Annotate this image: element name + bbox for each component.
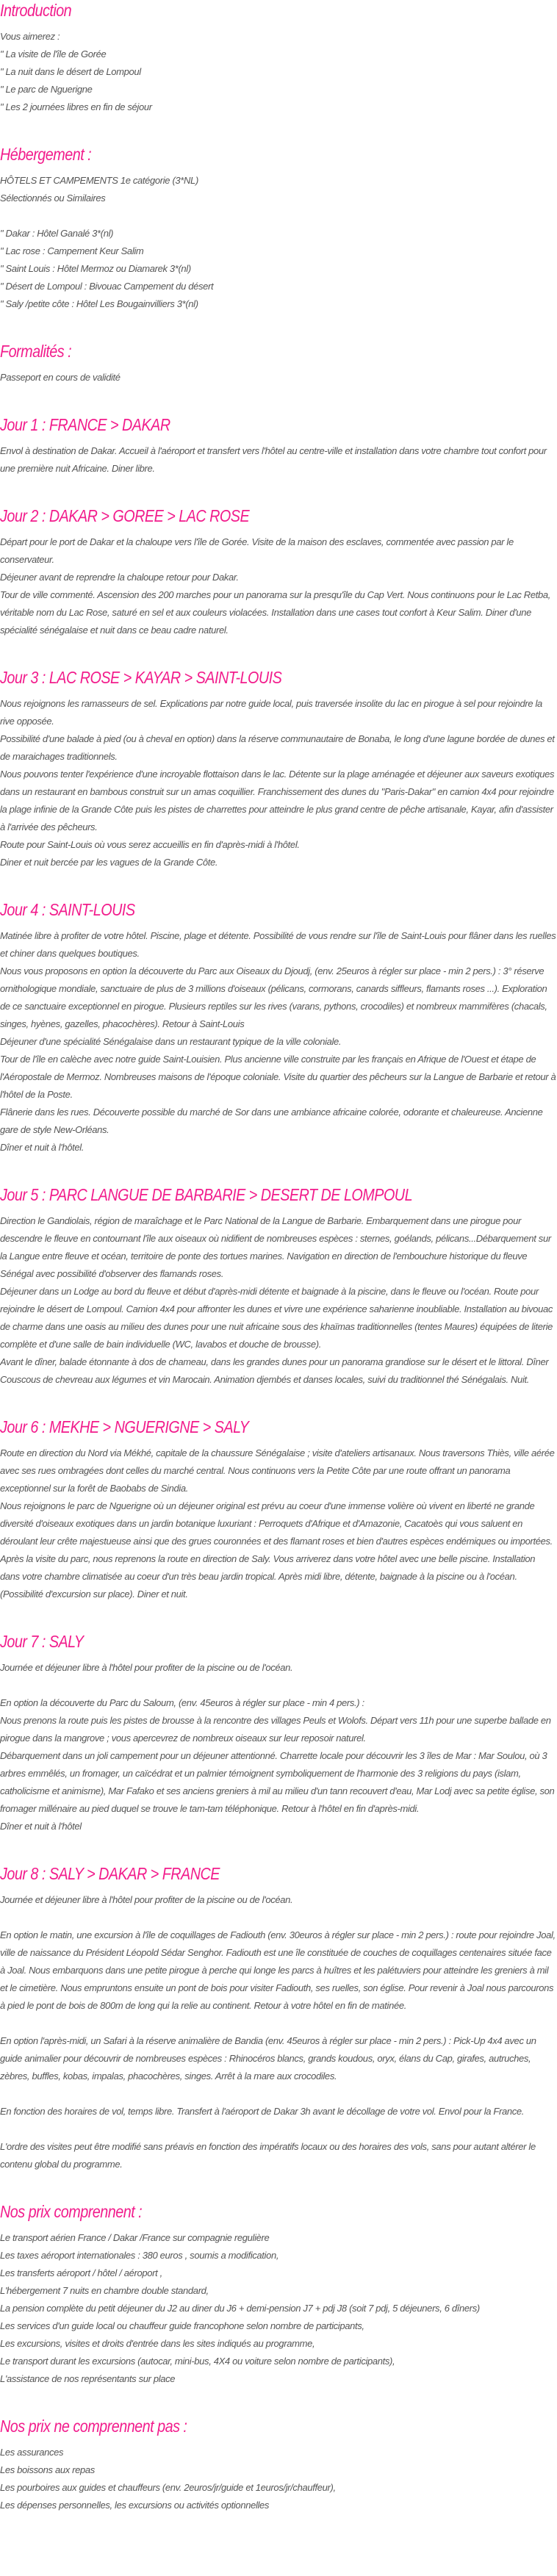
day-paragraph: Déjeuner d'une spécialité Sénégalaise dans un restaurant typique de la ville coloniale. [0,1036,342,1047]
spacer [0,1677,557,1694]
section-title-prix-comprennent: Nos prix comprennent : [0,2202,143,2221]
day-7-section [0,1631,557,1835]
included-list [0,2229,557,2388]
day-paragraph: Envol à destination de Dakar. Accueil à l'aéroport et transfert vers l'hôtel au centre-ville et installation dans votre chambre tout confort pour une première nuit Africaine. Diner libre. [0,445,547,474]
day-3-section [0,667,557,871]
day-paragraph: Nous rejoignons les ramasseurs de sel. Explications par notre guide local, puis traversée insolite du lac en pirogue à sel pour rejoindre la rive opposée. [0,698,542,727]
hotel-item: " Saint Louis : Hôtel Mermoz ou Diamarek 3*(nl) [0,263,191,274]
day-paragraph: Nous pouvons tenter l'expérience d'une incroyable flottaison dans le lac. Détente sur la plage aménagée et déjeuner aux saveurs exotiques dans un restaurant en bambous construit sur un amas coquillier. Franchissement des dunes du "Paris-Dakar" en camion 4x4 pour rejoindre la plage infinie de la Grande Côte puis les pistes de charrettes pour atteindre le plus grand centre de pêche artisanale, Kayar, afin d'assister à l'arrivée des pêcheurs. [0,769,555,832]
day-paragraph: Nous rejoignons le parc de Nguerigne où un déjeuner original est prévu au coeur d'une immense volière où vivent en liberté ne grande diversité d'oiseaux exotiques dans un jardin botanique luxuriant : Perroquets d'Afrique et d'Amazonie, Cacatoès qui vous saluent en déroulant leur crête majestueuse ainsi que des grues couronnées et des flamant roses et bien d'autres espèces endémiques ou importées. [0,1500,553,1547]
included-item: Les excursions, visites et droits d'entrée dans les sites indiqués au programme, [0,2338,315,2349]
excluded-item: Les assurances [0,2447,64,2458]
day-title: Jour 6 : MEKHE > NGUERIGNE > SALY [0,1417,249,1436]
day-paragraph: Nous vous proposons en option la découverte du Parc aux Oiseaux du Djoudj, (env. 25euros à régler sur place - min 2 pers.) : 3° réserve ornithologique mondiale, sanctuaire de plus de 3 millions d'oiseaux (pélicans, cormorans, canards siffleurs, flamants roses ...). Exploration de ce sanctuaire exceptionnel en pirogue. Plusieurs reptiles sur les rives (varans, pythons, crocodiles) et nombreux mammifères (chacals, singes, hyènes, gazelles, phacochères). Retour à Saint-Louis [0,965,547,1029]
day-title: Jour 3 : LAC ROSE > KAYAR > SAINT-LOUIS [0,668,282,687]
included-item: Les services d'un guide local ou chauffeur guide francophone selon nombre de participants, [0,2320,364,2331]
day-paragraph: Dîner et nuit à l'hôtel [0,1821,82,1832]
day-paragraph: Débarquement dans un joli campement pour un déjeuner attentionné. Charrette locale pour découvrir les 3 îles de Mar : Mar Soulou, où 3 arbres emmêlés, un fromager, un caïcédrat et un palmier témoignent symboliquement de l'harmonie des 3 religions du pays (islam, catholicisme et animisme), Mar Fafako et ses anciens greniers à mil au milieu d'un tann recouvert d'eau, Mar Lodj avec sa petite église, son fromager millénaire au pied duquel se trouve le tam-tam téléphonique. Retour à l'hôtel en fin d'après-midi. [0,1750,555,1814]
day-paragraph: En fonction des horaires de vol, temps libre. Transfert à l'aéroport de Dakar 3h avant le décollage de votre vol. Envol pour la France. [0,2106,525,2117]
excluded-item: Les boissons aux repas [0,2464,95,2475]
day-paragraph: En option le matin, une excursion à l'île de coquillages de Fadiouth (env. 30euros à régler sur place - min 2 pers.) : route pour rejoindre Joal, ville de naissance du Président Léopold Sédar Senghor. Fadiouth est une île constituée de couches de coquillages centenaires située face à Joal. Nous embarquons dans une petite pirogue à perche qui longe les parcs à huîtres et les palétuviers pour atteindre les greniers à mil et le cimetière. Nous empruntons ensuite un pont de bois pour visiter Fadiouth, ses ruelles, son église. Pour revenir à Joal nous parcourons à pied le pont de bois de 800m de long qui la relie au continent. Retour à votre hôtel en fin de matinée. [0,1929,556,2011]
highlight-item: " La nuit dans le désert de Lompoul [0,66,141,77]
day-title: Jour 4 : SAINT-LOUIS [0,900,135,919]
included-item: L'hébergement 7 nuits en chambre double standard, [0,2285,209,2296]
day-paragraph: Journée et déjeuner libre à l'hôtel pour profiter de la piscine ou de l'océan. [0,1894,293,1905]
day-2-section [0,506,557,639]
day-paragraph: Flânerie dans les rues. Découverte possible du marché de Sor dans une ambiance africaine colorée, odorante et chaleureuse. Ancienne gare de style New-Orléans. [0,1107,543,1135]
day-paragraph: Route en direction du Nord via Mékhé, capitale de la chaussure Sénégalaise ; visite d'ateliers artisanaux. Nous traversons Thiès, ville aérée avec ses rues ombragées dont celles du marché central. Nous continuons vers la Petite Côte par une route offrant un panorama exceptionnel sur la forêt de Baobabs de Sindia. [0,1447,555,1494]
hebergement-category: HÔTELS ET CAMPEMENTS 1e catégorie (3*NL) [0,175,198,186]
included-item: La pension complète du petit déjeuner du J2 au diner du J6 + demi-pension J7 + pdj J8 (soit 7 pdj, 5 déjeuners, 6 dîners) [0,2303,480,2314]
introduction-section [0,0,557,116]
included-item: Les transferts aéroport / hôtel / aéroport , [0,2267,162,2278]
introduction-text [0,28,557,116]
day-paragraph: Route pour Saint-Louis où vous serez accueillis en fin d'après-midi à l'hôtel. [0,839,300,850]
section-title-hebergement: Hébergement : [0,145,92,164]
day-paragraph: Possibilité d'une balade à pied (ou à cheval en option) dans la réserve communautaire de Bonaba, le long d'une lagune bordée de dunes et de maraichages traditionnels. [0,733,555,762]
day-paragraph: Nous prenons la route puis les pistes de brousse à la rencontre des villages Peuls et Wolofs. Départ vers 11h pour une superbe ballade en pirogue dans la mangrove ; vous apercevrez de nombreux oiseaux sur leur reposoir naturel. [0,1715,551,1744]
day-paragraph: En option l'après-midi, un Safari à la réserve animalière de Bandia (env. 45euros à régler sur place - min 2 pers.) : Pick-Up 4x4 avec un guide animalier pour découvrir de nombreuses espèces : Rhinocéros blancs, grands koudous, oryx, élans du Cap, girafes, autruches, zèbres, buffles, kobas, impalas, phacochères, singes. Arrêt à la mare aux crocodiles. [0,2035,536,2082]
day-title: Jour 2 : DAKAR > GOREE > LAC ROSE [0,506,250,525]
excluded-item: Les dépenses personnelles, les excursions ou activités optionnelles [0,2500,270,2511]
day-paragraph: Matinée libre à profiter de votre hôtel. Piscine, plage et détente. Possibilité de vous rendre sur l'île de Saint-Louis pour flâner dans les ruelles et chiner dans quelques boutiques. [0,930,556,959]
day-paragraph: Direction le Gandiolais, région de maraîchage et le Parc National de la Langue de Barbarie. Embarquement dans une pirogue pour descendre le fleuve en contournant l'île aux oiseaux où nidifient de nombreuses espèces : sternes, goélands, pélicans...Débarquement sur la Langue entre fleuve et océan, territoire de ponte des tortues marines. Navigation en direction de l'embouchure historique du fleuve Sénégal avec possibilité d'observer des flamands roses. [0,1215,551,1279]
day-paragraph: Tour de l'île en calèche avec notre guide Saint-Louisien. Plus ancienne ville construite par les français en Afrique de l'Ouest et étape de l'Aéropostale de Mermoz. Nombreuses maisons de l'époque coloniale. Visite du quartier des pêcheurs sur la Langue de Barbarie et retour à l'hôtel de la Poste. [0,1054,556,1100]
prix-ne-comprennent-pas-section [0,2416,557,2514]
highlight-item: " La visite de l'île de Gorée [0,48,107,60]
section-title-introduction: Introduction [0,1,72,20]
day-paragraph: Départ pour le port de Dakar et la chaloupe vers l'île de Gorée. Visite de la maison des esclaves, commentée avec passion par le conservateur. [0,536,514,565]
section-title-formalites: Formalités : [0,342,72,361]
included-item: Le transport aérien France / Dakar /France sur compagnie regulière [0,2232,270,2243]
day-8-section [0,1863,557,2173]
highlight-item: " Le parc de Nguerigne [0,84,93,95]
excluded-item: Les pourboires aux guides et chauffeurs (env. 2euros/jr/guide et 1euros/jr/chauffeur), [0,2482,336,2493]
day-paragraph: Dîner et nuit à l'hôtel. [0,1142,85,1153]
section-title-prix-ne-comprennent-pas: Nos prix ne comprennent pas : [0,2417,187,2436]
day-paragraph: Après la visite du parc, nous reprenons la route en direction de Saly. Vous arriverez dans votre hôtel avec une belle piscine. Installation dans votre chambre climatisée au coeur d'un très beau jardin tropical. Après midi libre, détente, baignade à la piscine ou à l'océan. (Possibilité d'excursion sur place). Diner et nuit. [0,1553,536,1600]
day-title: Jour 7 : SALY [0,1632,84,1651]
day-paragraph: En option la découverte du Parc du Saloum, (env. 45euros à régler sur place - min 4 pers.) : [0,1697,364,1708]
excluded-list [0,2444,557,2514]
spacer [0,1909,557,1926]
day-title: Jour 8 : SALY > DAKAR > FRANCE [0,1864,220,1883]
formalites-text: Passeport en cours de validité [0,372,121,383]
introduction-lead: Vous aimerez : [0,31,60,42]
hotel-item: " Saly /petite côte : Hôtel Les Bougainvilliers 3*(nl) [0,298,198,309]
included-item: Les taxes aéroport internationales : 380 euros , soumis a modification, [0,2250,279,2261]
spacer [0,207,557,225]
day-paragraph: Avant le dîner, balade étonnante à dos de chameau, dans les grandes dunes pour un panorama grandiose sur le désert et le littoral. Dîner Couscous de chevreau aux légumes et vin Marocain. Animation djembés et danses locales, suivi du traditionnel thé Sénégalais. Nuit. [0,1356,549,1385]
day-paragraph: Tour de ville commenté. Ascension des 200 marches pour un panorama sur la presqu'île du Cap Vert. Nous continuons pour le Lac Retba, véritable nom du Lac Rose, saturé en sel et aux couleurs violacées. Installation dans une cases tout confort à Keur Salim. Diner d'une spécialité sénégalaise et nuit dans ce beau cadre naturel. [0,589,551,636]
included-item: Le transport durant les excursions (autocar, mini-bus, 4X4 ou voiture selon nombre de participants), [0,2356,395,2367]
day-title: Jour 5 : PARC LANGUE DE BARBARIE > DESERT DE LOMPOUL [0,1185,413,1204]
hebergement-text [0,172,557,313]
hebergement-section [0,144,557,313]
spacer [0,2085,557,2103]
spacer [0,2120,557,2138]
hotel-item: " Désert de Lompoul : Bivouac Campement du désert [0,281,214,292]
day-paragraph: Diner et nuit bercée par les vagues de la Grande Côte. [0,857,218,868]
hebergement-note: Sélectionnés ou Similaires [0,193,106,204]
highlight-item: " Les 2 journées libres en fin de séjour [0,101,152,112]
day-paragraph: Déjeuner avant de reprendre la chaloupe retour pour Dakar. [0,572,239,583]
hotel-item: " Dakar : Hôtel Ganalé 3*(nl) [0,228,114,239]
prix-comprennent-section [0,2201,557,2388]
day-1-section [0,414,557,478]
hotel-item: " Lac rose : Campement Keur Salim [0,245,144,256]
disclaimer-text: L'ordre des visites peut être modifié sans préavis en fonction des impératifs locaux ou des horaires des vols, sans pour autant altérer le contenu global du programme. [0,2141,536,2170]
day-paragraph: Déjeuner dans un Lodge au bord du fleuve et début d'après-midi détente et baignade à la piscine, dans le fleuve ou l'océan. Route pour rejoindre le désert de Lompoul. Camion 4x4 pour affronter les dunes et vivre une expérience saharienne inoubliable. Installation au bivouac de charme dans une oasis au milieu des dunes pour une nuit africaine sous des khaïmas traditionnelles (tentes Maures) équipées de literie complète et d'une salle de bain individuelle (WC, lavabos et douche de brousse). [0,1286,553,1350]
day-4-section [0,899,557,1156]
day-paragraph: Journée et déjeuner libre à l'hôtel pour profiter de la piscine ou de l'océan. [0,1662,293,1673]
included-item: L'assistance de nos représentants sur place [0,2373,176,2384]
day-5-section [0,1184,557,1389]
formalites-section [0,341,557,386]
day-6-section [0,1417,557,1603]
spacer [0,2015,557,2032]
day-title: Jour 1 : FRANCE > DAKAR [0,415,170,434]
